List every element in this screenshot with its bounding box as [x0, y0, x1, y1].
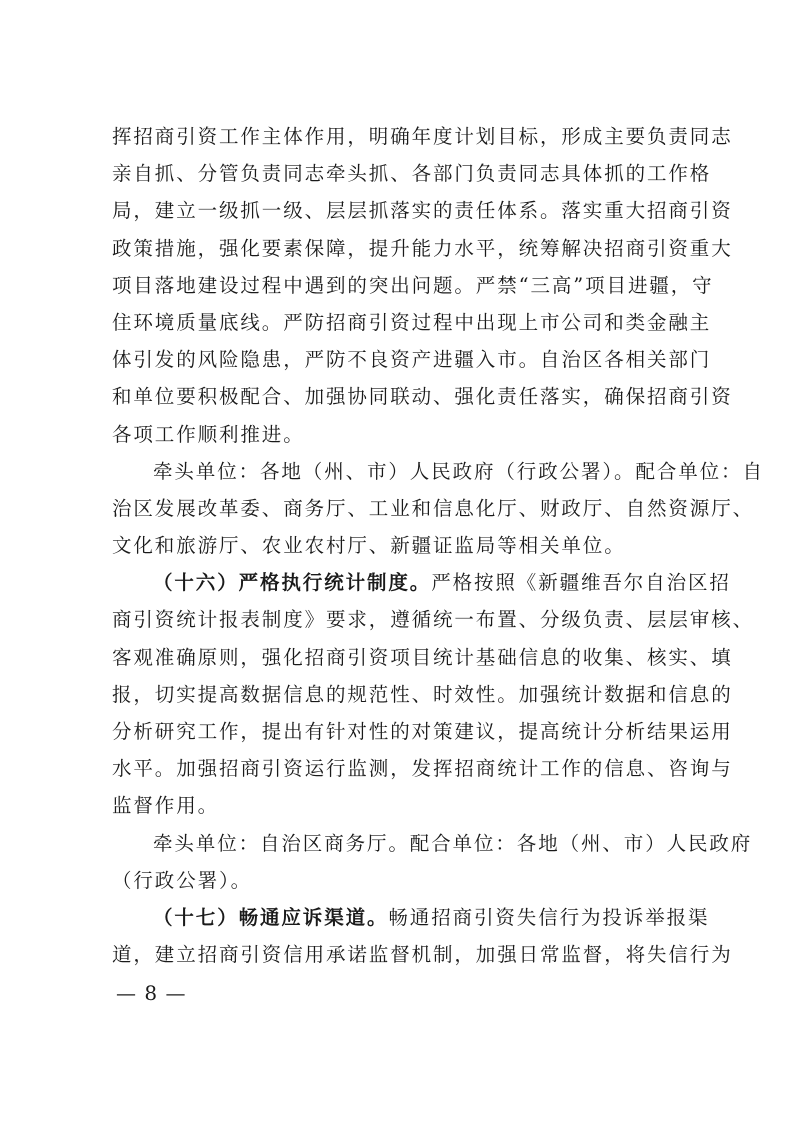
text-line	[112, 341, 712, 378]
text-line	[112, 267, 714, 304]
text-line	[112, 750, 733, 787]
line-text: 严格按照《新疆维吾尔自治区招	[431, 571, 731, 595]
line-text: 监督作用。	[112, 794, 220, 818]
text-line	[112, 490, 755, 527]
text-line	[112, 676, 733, 713]
section-heading-line	[112, 899, 710, 936]
line-text: （行政公署）。	[112, 868, 253, 892]
page-number: — 8 —	[116, 981, 187, 1005]
line-text: 牵头单位：各地（州、市）人民政府（行政公署）。配合单位：自	[153, 459, 764, 483]
line-text: 道，建立招商引资信用承诺监督机制，加强日常监督，将失信行为	[112, 943, 733, 967]
line-text: 文化和旅游厅、农业农村厅、新疆证监局等相关单位。	[112, 534, 626, 558]
paragraph-lead-line	[112, 453, 764, 490]
text-line	[112, 378, 733, 415]
line-text: 局，建立一级抓一级、层层抓落实的责任体系。落实重大招商引资	[112, 199, 733, 223]
text-line	[112, 936, 733, 973]
text-line	[112, 713, 733, 750]
paragraph-lead-line	[112, 825, 753, 862]
line-text: 客观准确原则，强化招商引资项目统计基础信息的收集、核实、填	[112, 645, 733, 669]
line-text: 挥招商引资工作主体作用，明确年度计划目标，形成主要负责同志	[112, 125, 733, 148]
text-line	[112, 118, 733, 155]
text-line	[112, 155, 712, 192]
line-text: 住环境质量底线。严防招商引资过程中出现上市公司和类金融主	[112, 310, 712, 334]
text-line	[112, 527, 687, 564]
line-text: 各项工作顺利推进。	[112, 422, 305, 446]
line-text: 政策措施，强化要素保障，提升能力水平，统筹解决招商引资重大	[112, 236, 733, 260]
line-text: 畅通招商引资失信行为投诉举报渠	[388, 905, 710, 929]
text-line	[112, 787, 687, 824]
line-text: 治区发展改革委、商务厅、工业和信息化厅、财政厅、自然资源厅、	[112, 496, 755, 520]
line-text: 分析研究工作，提出有针对性的对策建议，提高统计分析结果运用	[112, 720, 733, 743]
line-text: 项目落地建设过程中遇到的突出问题。严禁“三高”项目进疆，守	[112, 273, 714, 297]
text-line	[112, 304, 712, 341]
line-text: 和单位要积极配合、加强协同联动、强化责任落实，确保招商引资	[112, 385, 733, 409]
text-line	[112, 639, 733, 676]
line-text: 商引资统计报表制度》要求，遵循统一布置、分级负责、层层审核、	[112, 608, 755, 632]
text-line	[112, 862, 687, 899]
section-heading: （十六）严格执行统计制度。	[153, 571, 432, 595]
line-text: 亲自抓、分管负责同志牵头抓、各部门负责同志具体抓的工作格	[112, 162, 712, 186]
line-text: 水平。加强招商引资运行监测，发挥招商统计工作的信息、咨询与	[112, 757, 733, 781]
text-line	[112, 230, 733, 267]
line-text: 体引发的风险隐患，严防不良资产进疆入市。自治区各相关部门	[112, 348, 712, 372]
line-text: 报，切实提高数据信息的规范性、时效性。加强统计数据和信息的	[112, 682, 733, 706]
text-line	[112, 601, 755, 638]
text-line	[112, 416, 687, 453]
section-heading-line	[112, 564, 731, 601]
line-text: 牵头单位：自治区商务厅。配合单位：各地（州、市）人民政府	[153, 831, 753, 855]
section-heading: （十七）畅通应诉渠道。	[153, 905, 389, 929]
text-line	[112, 192, 733, 229]
body-text	[112, 118, 764, 973]
